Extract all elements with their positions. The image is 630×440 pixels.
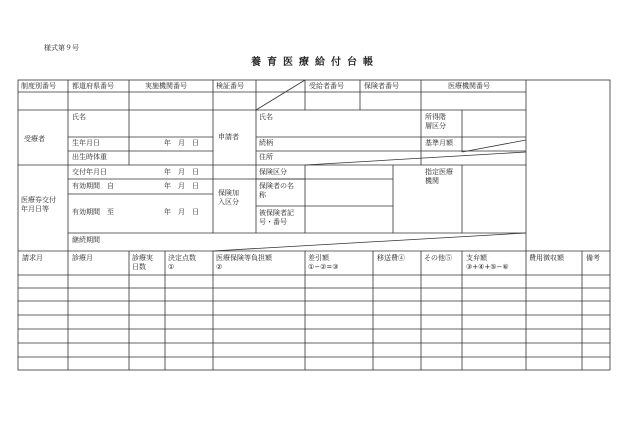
- applicant-section-label: 申請者: [218, 133, 239, 141]
- certificate-continuation-label: 継続期間: [72, 236, 100, 244]
- certificate-valid-from-label: 有効期間 自: [72, 182, 114, 190]
- insurance-insurer-name-label: 保険者の名 称: [259, 182, 294, 199]
- billing-col-difference: 差引額 ①−②=③: [308, 254, 339, 271]
- patient-birth-date-label: 生年月日: [72, 139, 100, 147]
- header-kensho-bango: 検証番号: [216, 82, 244, 90]
- form-number: 様式第９号: [44, 44, 79, 52]
- certificate-valid-to-ymd: 年 月 日: [164, 208, 199, 216]
- applicant-base-month-label: 基準月額: [425, 139, 453, 147]
- billing-col-claim-month: 請求月: [22, 254, 43, 262]
- header-iryo-kikan-bango: 医療機関番号: [448, 82, 490, 90]
- patient-birth-weight-label: 出生時体重: [72, 153, 107, 161]
- applicant-income-class-label: 所得階 層区分: [425, 113, 446, 130]
- page-title: 養育医療給付台帳: [251, 57, 379, 68]
- insurance-section-label: 保険加 入区分: [218, 189, 239, 206]
- header-jisshi-kikan-bango: 実施機関番号: [145, 82, 187, 90]
- designated-institution-label: 指定医療 機関: [425, 168, 453, 185]
- billing-col-fee-collected: 費用徴収額: [529, 254, 564, 262]
- certificate-section-label: 医療券交付 年月日等: [21, 196, 56, 213]
- billing-col-other: その他⑤: [424, 254, 452, 262]
- insurance-insured-number-label: 被保険者記 号・番号: [259, 209, 294, 226]
- insurance-category-label: 保険区分: [259, 168, 287, 176]
- header-todofuken-bango: 都道府県番号: [72, 82, 114, 90]
- header-kyufusha-bango: 受給者番号: [309, 82, 344, 90]
- billing-col-treatment-days: 診療実 日数: [132, 254, 153, 271]
- billing-col-remarks: 備考: [586, 254, 600, 262]
- certificate-issue-date-label: 交付年月日: [72, 168, 107, 176]
- billing-col-treatment-month: 診療月: [72, 254, 93, 262]
- billing-col-insurance-burden: 医療保険等負担額 ②: [216, 254, 272, 271]
- header-seido-bango: 制度別番号: [21, 82, 56, 90]
- header-hokensha-bango: 保険者番号: [364, 82, 399, 90]
- billing-col-decided-points: 決定点数 ①: [168, 254, 196, 271]
- certificate-valid-from-ymd: 年 月 日: [164, 182, 199, 190]
- applicant-relation-label: 続柄: [259, 139, 273, 147]
- applicant-address-label: 住所: [259, 153, 273, 161]
- applicant-name-label: 氏名: [259, 113, 273, 121]
- billing-col-payment: 支弁額 ③+④+⑤−⑥: [466, 254, 509, 271]
- patient-section-label: 受療者: [24, 135, 45, 143]
- certificate-issue-date-ymd: 年 月 日: [164, 168, 199, 176]
- certificate-valid-to-label: 有効期間 至: [72, 208, 114, 216]
- billing-col-transport: 移送費④: [377, 254, 405, 262]
- patient-birth-date-ymd: 年 月 日: [164, 139, 199, 147]
- patient-name-label: 氏名: [72, 113, 86, 121]
